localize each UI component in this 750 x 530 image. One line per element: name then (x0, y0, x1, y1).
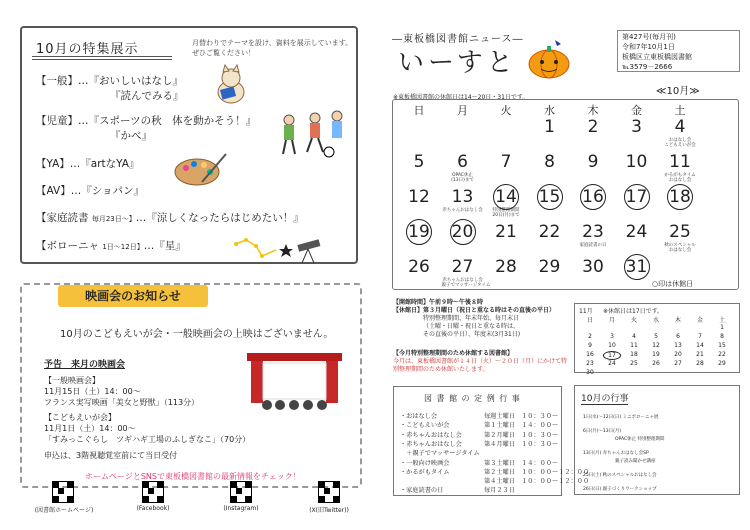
nov-day-28: 28 (696, 360, 704, 367)
newsletter-title: いーすと (398, 48, 517, 78)
weekday-5: 金 (631, 104, 642, 117)
nov-day-17: 17 (603, 351, 621, 360)
calendar-day-28: 28 (495, 257, 517, 277)
calendar-day-8: 8 (544, 152, 555, 172)
pumpkin-icon (525, 38, 575, 80)
closed-day-circle (624, 184, 650, 210)
nov-day-19: 19 (652, 351, 660, 358)
feature-title: 10月の特集展示 (36, 42, 139, 57)
nov-day-24: 24 (608, 360, 616, 367)
nov-day-30: 30 (586, 369, 594, 376)
movie-notice-box (20, 283, 362, 488)
issue-info: 第427号(毎月刊) 令和7年10月1日 板橋区立東板橋図書館 ℡3579－2666 (617, 30, 740, 72)
closed-day-circle (667, 184, 693, 210)
calendar-day-10: 10 (625, 152, 648, 172)
october-event-item: 1日(水)〜12日(日) ミニボローニャ展 (583, 415, 659, 420)
regular-event-when: 毎週土曜日 １０：３０～ (484, 413, 559, 420)
calendar-day-27: 27 赤ちゃんおはなし会 親子でマッサージタイム (441, 257, 491, 288)
calendar-day-13: 13 赤ちゃんおはなし会 (442, 187, 483, 213)
calendar-day-1: 1 (544, 117, 555, 137)
nov-day-2: 2 (588, 333, 592, 340)
october-event-item: 26日(日) 親子づくりワークショップ (583, 487, 657, 492)
calendar-day-2: 2 (587, 117, 599, 137)
newsletter-subtitle: ―東板橋図書館ニュース― (392, 34, 524, 45)
nov-day-11: 11 (630, 342, 638, 349)
feature-row-general: 【一般】…『おいしいはなし』 (36, 75, 183, 87)
closed-day-circle (624, 254, 650, 280)
november-mini-calendar: 11月 ※休館日は17日です。 日 月 火 水 木 金 土 1 2 3 4 5 6 7 8 9 10 11 12 13 14 15 16 17 18 19 20 21 22 23 24 25 26 27 28 29 30 (574, 303, 740, 373)
calendar-day-31: 31 (625, 257, 648, 277)
feature-display-box (20, 26, 358, 264)
palette-illustration (172, 150, 230, 188)
nov-day-14: 14 (696, 342, 704, 349)
closed-day-circle (450, 219, 476, 245)
calendar-day-21: 21 (495, 222, 517, 242)
nov-day-26: 26 (652, 360, 660, 367)
preview-title: 予告 来月の映画会 (44, 360, 126, 370)
sports-kids-illustration (277, 108, 349, 160)
sns-notice: ホームページとSNSで東板橋図書館の最新情報をチェック！ (85, 472, 301, 481)
regular-events: 図 書 館 の 定 例 行 事 ・おはなし会 毎週土曜日 １０：３０～ ・こどもえいが会 第１土曜日 １４：００～ ・赤ちゃんおはなし会 第２月曜日 １０：３０～ ・赤ちゃんおはなし会 第４月曜日 １０：３０～ ＋親子でマッサージタイム ・一般向け映画会 第３土曜日 １４：００～ ・かるがもタイム 第２土曜日 １０：００～１２：００ 第４土曜日 １０：００～１２：００ ・家庭読書の日 毎月２３日 (393, 386, 562, 496)
nov-weekday: 水 (652, 317, 659, 324)
regular-event-name: ・赤ちゃんおはなし会 (400, 431, 462, 439)
weekday-0: 日 (413, 104, 425, 117)
october-event-item: OPAC休止 特別整理期間 (615, 437, 665, 442)
calendar-day-22: 22 (538, 222, 561, 242)
regular-event-when: 第２月曜日 １０：３０～ (484, 431, 559, 439)
calendar-day-25: 25 秋のスペシャル おはなし会 (664, 222, 696, 253)
nov-day-13: 13 (674, 342, 682, 349)
calendar-day-29: 29 (538, 257, 561, 277)
weekday-4: 木 (587, 104, 599, 117)
calendar-day-24: 24 (625, 222, 648, 242)
nov-day-4: 4 (632, 333, 636, 340)
calendar-month-label: ≪10月≫ (656, 86, 700, 97)
qr-homepage[interactable] (52, 481, 74, 503)
cat-reading-illustration (210, 64, 252, 106)
regular-event-name: ＋親子でマッサージタイム (400, 450, 480, 458)
opening-hours: 【開館時間】午前９時～午後８時 【休館日】第３月曜日（祝日と重なる時はその直後の平日） 特別整理期間、年末年始、毎月末日 （土曜・日曜・祝日と重なる時は、 その直後の平日）、年度末(3月31日) (393, 299, 556, 338)
nov-day-25: 25 (630, 360, 638, 367)
kids-movie-label: 【こどもえいが会】 (44, 413, 116, 422)
october-events: 10月の行事 1日(水)〜12日(日) ミニボローニャ展 6日(月)〜13日(月) OPAC休止 特別整理期間 13日(月) 赤ちゃんおはなし会SP 親子読み聞かせ講座 25日(土) 秋のスペシャルおはなし会 26日(日) 親子づくりワークショップ (574, 385, 740, 495)
october-event-item: 6日(月)〜13日(月) (583, 429, 622, 434)
feature-row-home-reading: 【家庭読書 毎月23日〜】…『涼しくなったらはじめたい！』 (36, 212, 304, 224)
feature-row-kids: 【児童】…『スポーツの秋 体を動かそう！』 (36, 115, 257, 127)
nov-weekday: 火 (630, 317, 637, 324)
calendar-day-16: 16 (582, 187, 604, 207)
qr-label-facebook: (Facebook) (136, 505, 170, 512)
theater-illustration (247, 353, 342, 411)
title-underline (32, 56, 172, 57)
feature-row-av: 【AV】…『ショパン』 (36, 185, 144, 197)
nov-day-20: 20 (674, 351, 682, 358)
calendar-day-19: 19 (408, 222, 430, 242)
calendar-legend: ○印は休館日 (652, 280, 694, 288)
regular-event-name: ・赤ちゃんおはなし会 (400, 440, 462, 448)
nov-day-12: 12 (652, 342, 660, 349)
closed-day-circle (493, 184, 519, 210)
closed-day-circle (537, 184, 563, 210)
weekday-1: 月 (457, 104, 468, 117)
nov-day-29: 29 (718, 360, 726, 367)
feature-row-bologna: 【ボローニャ 1日〜12日】…『星』 (36, 240, 186, 252)
calendar-day-17: 17 (625, 187, 648, 207)
kids-movie-film: 「すみっこぐらし ツギハギ工場のふしぎなこ」（70分） (44, 435, 251, 444)
calendar-day-9: 9 (587, 152, 599, 172)
weekday-3: 水 (544, 104, 555, 117)
nov-day-21: 21 (696, 351, 704, 358)
october-event-item: 25日(土) 秋のスペシャルおはなし会 (583, 473, 657, 478)
calendar-day-11: 11 かるがもタイム おはなし会 (664, 152, 696, 183)
october-event-item: 親子読み聞かせ講座 (615, 459, 656, 464)
regular-event-when: 第２土曜日 １０：００～１２：００ (484, 468, 590, 476)
nov-day-3: 3 (610, 333, 614, 340)
movie-banner: 映画会のお知らせ (58, 285, 208, 307)
nov-day-10: 10 (608, 342, 616, 349)
nov-day-1: 1 (720, 324, 724, 331)
qr-instagram[interactable] (230, 481, 252, 503)
kids-movie-date: 11月1日（土）14：00～ (44, 424, 136, 433)
nov-day-5: 5 (654, 333, 658, 340)
closure-note: ※東板橋図書館の休館日は14～20日・31日です。 (393, 94, 529, 101)
calendar-day-12: 12 (408, 187, 430, 207)
nov-day-22: 22 (718, 351, 726, 358)
nov-day-18: 18 (630, 351, 638, 358)
closed-day-circle (580, 184, 606, 210)
nov-day-8: 8 (720, 333, 724, 340)
feature-intro: 月替わりでテーマを設け、資料を展示しています。ぜひご覧ください！ (192, 39, 353, 57)
qr-label-homepage: (図書館ホームページ) (34, 507, 94, 514)
calendar-day-5: 5 (413, 152, 425, 172)
nov-weekday: 金 (696, 317, 703, 324)
qr-label-x: (X(旧Twitter)) (309, 507, 349, 514)
general-movie-film: フランス実写映画「美女と野獣」（113分） (44, 398, 200, 407)
regular-event-when: 第３土曜日 １４：００～ (484, 459, 559, 467)
regular-event-name: ・こどもえいが会 (400, 422, 450, 430)
weekday-6: 土 (674, 104, 686, 117)
calendar-day-4: 4 おはなし会 こどもえいが会 (664, 117, 696, 148)
calendar-day-30: 30 (582, 257, 604, 277)
nov-day-27: 27 (674, 360, 682, 367)
stars-telescope-illustration (232, 236, 332, 264)
weekday-2: 火 (500, 104, 512, 117)
nov-weekday: 木 (674, 317, 681, 324)
october-event-item: 13日(月) 赤ちゃんおはなし会SP (583, 451, 649, 456)
special-closure: 【今月特別整理期間のため休館する図書館】 今月は、東板橋図書館が１４日（火）～２０日（月）にかけて特別整理期間のため休館いたします。 (393, 350, 568, 373)
regular-event-name: ・一般向け映画会 (400, 459, 450, 467)
nov-day-6: 6 (676, 333, 680, 340)
calendar-day-20: 20 (451, 222, 474, 242)
nov-day-23: 23 (586, 360, 594, 367)
regular-event-when: 第４月曜日 １０：３０～ (484, 440, 559, 448)
nov-day-9: 9 (588, 342, 592, 349)
calendar-day-3: 3 (631, 117, 642, 137)
movie-lead: 10月のこどもえいが会・一般映画会の上映はございません。 (60, 329, 334, 340)
calendar-day-18: 18 (669, 187, 691, 207)
feature-row-general-2: 『読んでみる』 (110, 90, 184, 102)
general-movie-date: 11月15日（土）14：00～ (44, 387, 141, 396)
calendar-day-14: 14 特別整理期間 20日(月)まで (492, 187, 520, 218)
feature-row-kids-2: 『かべ』 (110, 130, 152, 142)
regular-event-when: 第１土曜日 １４：００～ (484, 422, 559, 430)
calendar-day-26: 26 (408, 257, 430, 277)
calendar-day-15: 15 (538, 187, 561, 207)
qr-label-instagram: (Instagram) (223, 505, 259, 512)
calendar-day-6: 6 OPAC休止 (13日)まで (451, 152, 474, 183)
calendar-day-23: 23 家庭読書の日 (579, 222, 607, 248)
regular-event-name: ・家庭読書の日 (400, 487, 444, 495)
nov-weekday: 土 (718, 317, 725, 324)
qr-facebook[interactable] (142, 481, 164, 503)
nov-weekday: 日 (586, 317, 593, 324)
regular-event-when: 第４土曜日 １０：００～１２：００ (484, 478, 590, 486)
general-movie-label: 【一般映画会】 (44, 376, 100, 385)
closed-day-circle (406, 219, 432, 245)
nov-weekday: 月 (608, 317, 615, 324)
october-calendar (392, 99, 739, 290)
regular-event-name: ・かるがもタイム (400, 468, 450, 476)
regular-event-when: 毎月２３日 (484, 487, 515, 495)
nov-day-15: 15 (718, 342, 726, 349)
title-underline-2 (32, 59, 172, 60)
qr-x-twitter[interactable] (318, 481, 340, 503)
calendar-day-7: 7 (500, 152, 512, 172)
feature-row-ya: 【YA】…『artなYA』 (36, 158, 140, 170)
regular-event-name: ・おはなし会 (400, 413, 438, 420)
nov-day-16: 16 (586, 351, 594, 358)
nov-day-7: 7 (698, 333, 702, 340)
apply-note: 申込は、3階視聴覚室前にて当日受付 (44, 451, 178, 460)
